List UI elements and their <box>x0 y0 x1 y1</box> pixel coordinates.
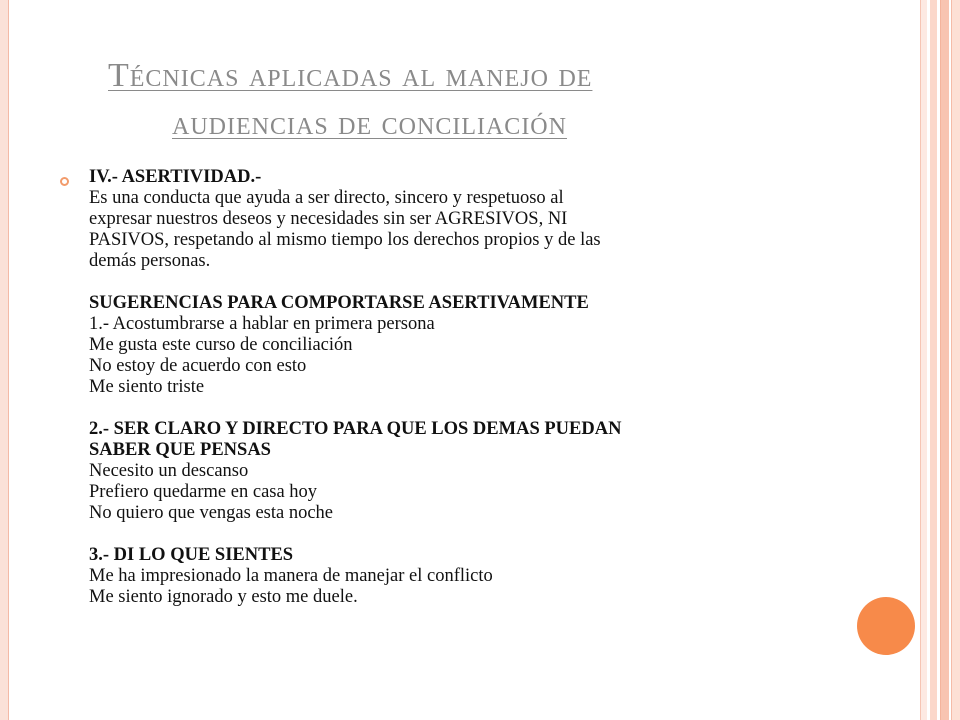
suggestion-1-heading: 1.- Acostumbrarse a hablar en primera persona <box>89 314 435 334</box>
bullet-icon <box>60 177 69 186</box>
slide-body <box>89 167 849 608</box>
suggestion-3-heading: 3.- DI LO QUE SIENTES <box>89 545 294 565</box>
right-border-stripe <box>951 0 960 720</box>
left-border-strip <box>0 0 9 720</box>
definition-line: demás personas. <box>89 251 211 271</box>
example-line: Me siento ignorado y esto me duele. <box>89 587 358 607</box>
spacer <box>89 398 849 419</box>
definition-line: expresar nuestros deseos y necesidades sin ser AGRESIVOS, NI <box>89 209 568 229</box>
suggestion-2-heading: 2.- SER CLARO Y DIRECTO PARA QUE LOS DEMAS PUEDAN <box>89 419 622 439</box>
title-line-1: Técnicas aplicadas al manejo de <box>108 57 593 94</box>
title-line-2: audiencias de conciliación <box>172 105 567 142</box>
definition-line: PASIVOS, respetando al mismo tiempo los derechos propios y de las <box>89 230 601 250</box>
definition-line: Es una conducta que ayuda a ser directo, sincero y respetuoso al <box>89 188 564 208</box>
spacer <box>89 524 849 545</box>
suggestion-2-heading-cont: SABER QUE PENSAS <box>89 440 271 460</box>
example-line: Prefiero quedarme en casa hoy <box>89 482 318 502</box>
right-border-stripe <box>940 0 949 720</box>
suggestions-heading: SUGERENCIAS PARA COMPORTARSE ASERTIVAMENTE <box>89 293 589 313</box>
right-border-stripe <box>920 0 927 720</box>
example-line: Necesito un descanso <box>89 461 249 481</box>
spacer <box>89 272 849 293</box>
section-heading: IV.- ASERTIVIDAD.- <box>89 167 262 187</box>
right-border-stripe <box>930 0 937 720</box>
example-line: Me gusta este curso de conciliación <box>89 335 353 355</box>
example-line: No estoy de acuerdo con esto <box>89 356 307 376</box>
example-line: Me ha impresionado la manera de manejar el conflicto <box>89 566 493 586</box>
example-line: No quiero que vengas esta noche <box>89 503 334 523</box>
decorative-circle <box>857 597 915 655</box>
slide-title <box>108 52 848 148</box>
example-line: Me siento triste <box>89 377 205 397</box>
